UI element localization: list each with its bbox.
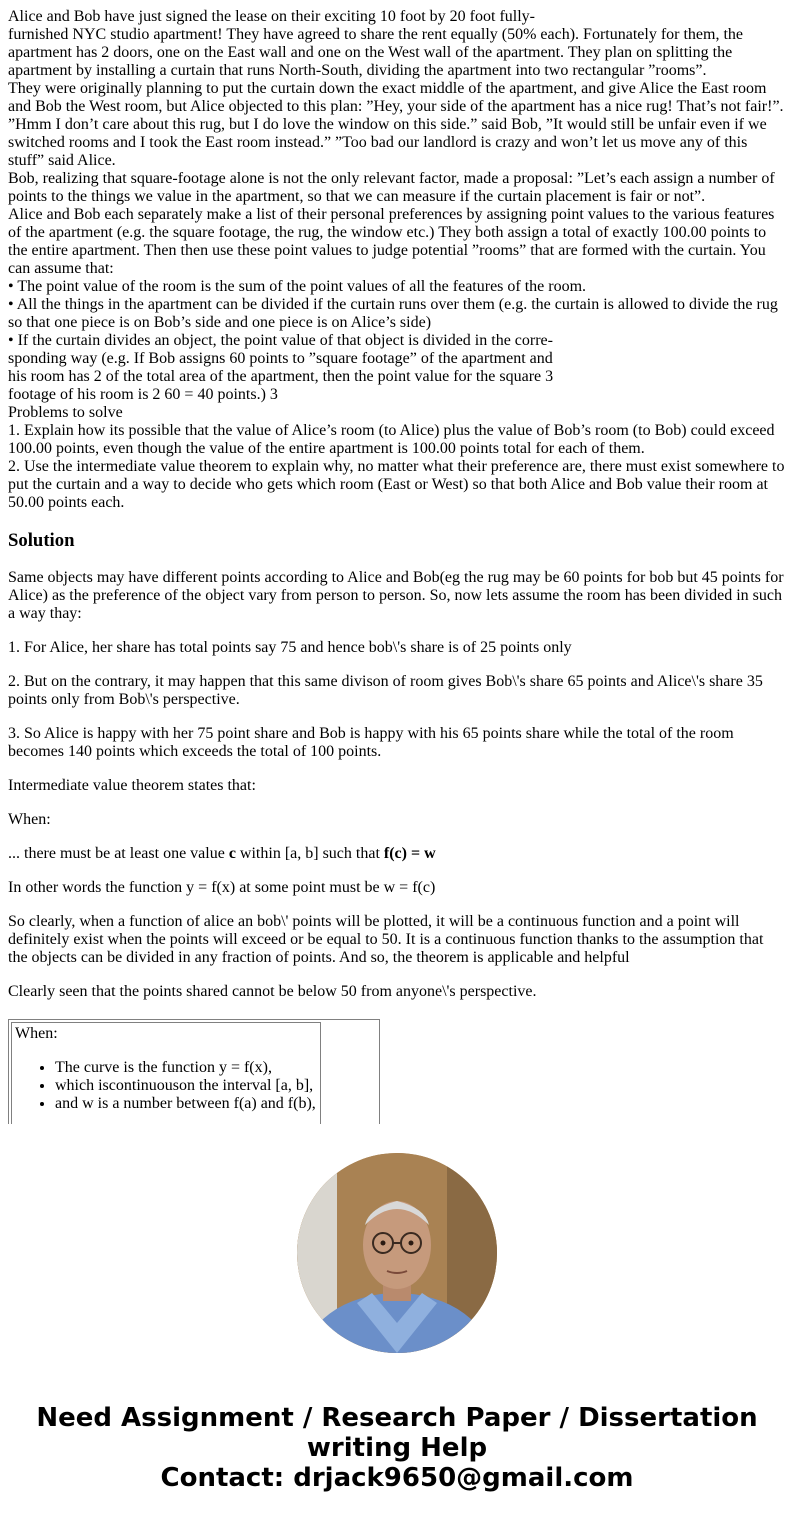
footer-contact: Contact: drjack9650@gmail.com — [160, 1463, 634, 1493]
box-when-label: When: — [15, 1025, 58, 1042]
problem-bullet: • The point value of the room is the sum of the point values of all the features of the room. — [8, 278, 587, 295]
footer-ad — [0, 1403, 794, 1493]
avatar-portrait — [297, 1153, 497, 1353]
list-item: • which iscontinuouson the interval [a, b], — [55, 1077, 317, 1095]
list-item: • and w is a number between f(a) and f(b), — [55, 1095, 317, 1113]
problem-line: They were originally planning to put the curtain down the exact middle of the apartment, and give Alice the East room and Bob the West room, but Alice objected to this plan: ”Hey, your side of the apartment has a nice rug! That’s not fair!”. ”Hmm I don’t care about this rug, but I do love the window on this side.” said Bob, ”It would still be unfair even if we switched rooms and I took the East room instead.” ”Too bad our landlord is crazy and won’t let us move any of this stuff” said Alice. — [8, 80, 784, 169]
problem-bullet: • If the curtain divides an object, the point value of that object is divided in the corre- — [8, 332, 553, 349]
ivt-text: within [a, b] such that — [235, 845, 384, 862]
avatar — [297, 1153, 497, 1353]
problem-line: footage of his room is 2 60 = 40 points.) 3 — [8, 386, 278, 403]
ivt-statement — [8, 845, 786, 863]
ivt-c: c — [228, 845, 236, 862]
problem-line: Alice and Bob have just signed the lease on their exciting 10 foot by 20 foot fully- — [8, 8, 535, 25]
solution-intro: Same objects may have different points according to Alice and Bob(eg the rug may be 60 points for bob but 45 points for Alice) as the preference of the object vary from person to person. So, now lets assume the room has been divided in such a way thay: — [8, 569, 784, 622]
problem-question: 2. Use the intermediate value theorem to explain why, no matter what their preference are, there must exist somewhere to put the curtain and a way to decide who gets which room (East or West) so that both Alice and Bob value their room at 50.00 points each. — [8, 458, 785, 511]
theorem-box-inner — [11, 1022, 321, 1124]
problem-line: Bob, realizing that square-footage alone is not the only relevant factor, made a proposal: ”Let’s each assign a number of points to the things we value in the apartment, so that we can measure if the curtain placement is fair or not”. — [8, 170, 775, 205]
ivt-text: ... there must be at least one value — [8, 845, 229, 862]
footer-line: Need Assignment / Research Paper / Dissertation — [36, 1403, 758, 1433]
problem-question: 1. Explain how its possible that the value of Alice’s room (to Alice) plus the value of Bob’s room (to Bob) could exceed 100.00 points, even though the value of the entire apartment is 100.00 points total for each of them. — [8, 422, 775, 457]
ivt-title: Intermediate value theorem states that: — [8, 777, 256, 794]
solution-heading: Solution — [8, 530, 75, 551]
solution-point: 3. So Alice is happy with her 75 point share and Bob is happy with his 65 points share while the total of the room becomes 140 points which exceeds the total of 100 points. — [8, 725, 734, 760]
main-content — [8, 8, 786, 1017]
solution-point: 2. But on the contrary, it may happen that this same divison of room gives Bob\'s share 65 points and Alice\'s share 35 points only from Bob\'s perspective. — [8, 673, 763, 708]
when-label: When: — [8, 811, 51, 828]
theorem-box — [8, 1019, 380, 1124]
problem-statement — [8, 8, 786, 512]
problem-line: Alice and Bob each separately make a list of their personal preferences by assigning point values to the various features of the apartment (e.g. the square footage, the rug, the window etc.) They both assign a total of exactly 100.00 points to the entire apartment. Then then use these point values to judge potential ”rooms” that are formed with the curtain. You can assume that: — [8, 206, 775, 277]
other-words: In other words the function y = f(x) at some point must be w = f(c) — [8, 879, 436, 896]
problem-line: furnished NYC studio apartment! They have agreed to share the rent equally (50% each). Fortunately for them, the apartment has 2 doors, one on the East wall and one on the West wall of the apartment. They plan on splitting the apartment by installing a curtain that runs North-South, dividing the apartment into two rectangular ”rooms”. — [8, 26, 744, 79]
problems-heading: Problems to solve — [8, 404, 123, 421]
footer-line: writing Help — [306, 1433, 488, 1463]
solution-conclusion: So clearly, when a function of alice an bob\' points will be plotted, it will be a continuous function and a point will definitely exist when the points will exceed or be equal to 50. It is a continuous function thanks to the assumption that the objects can be divided in any fraction of points. And so, the theorem is applicable and helpful — [8, 913, 764, 966]
list-item: • The curve is the function y = f(x), — [55, 1059, 317, 1077]
problem-line: sponding way (e.g. If Bob assigns 60 points to ”square footage” of the apartment and — [8, 350, 553, 367]
solution-section — [8, 530, 786, 1001]
solution-final: Clearly seen that the points shared cannot be below 50 from anyone\'s perspective. — [8, 983, 537, 1000]
problem-bullet: • All the things in the apartment can be divided if the curtain runs over them (e.g. the curtain is allowed to divide the rug so that one piece is on Bob’s side and one piece is on Alice’s side) — [8, 296, 778, 331]
solution-point: 1. For Alice, her share has total points say 75 and hence bob\'s share is of 25 points only — [8, 639, 572, 656]
ivt-fc: f(c) = w — [383, 845, 436, 862]
problem-line: his room has 2 of the total area of the apartment, then the point value for the square 3 — [8, 368, 554, 385]
theorem-conditions-list — [15, 1059, 317, 1113]
